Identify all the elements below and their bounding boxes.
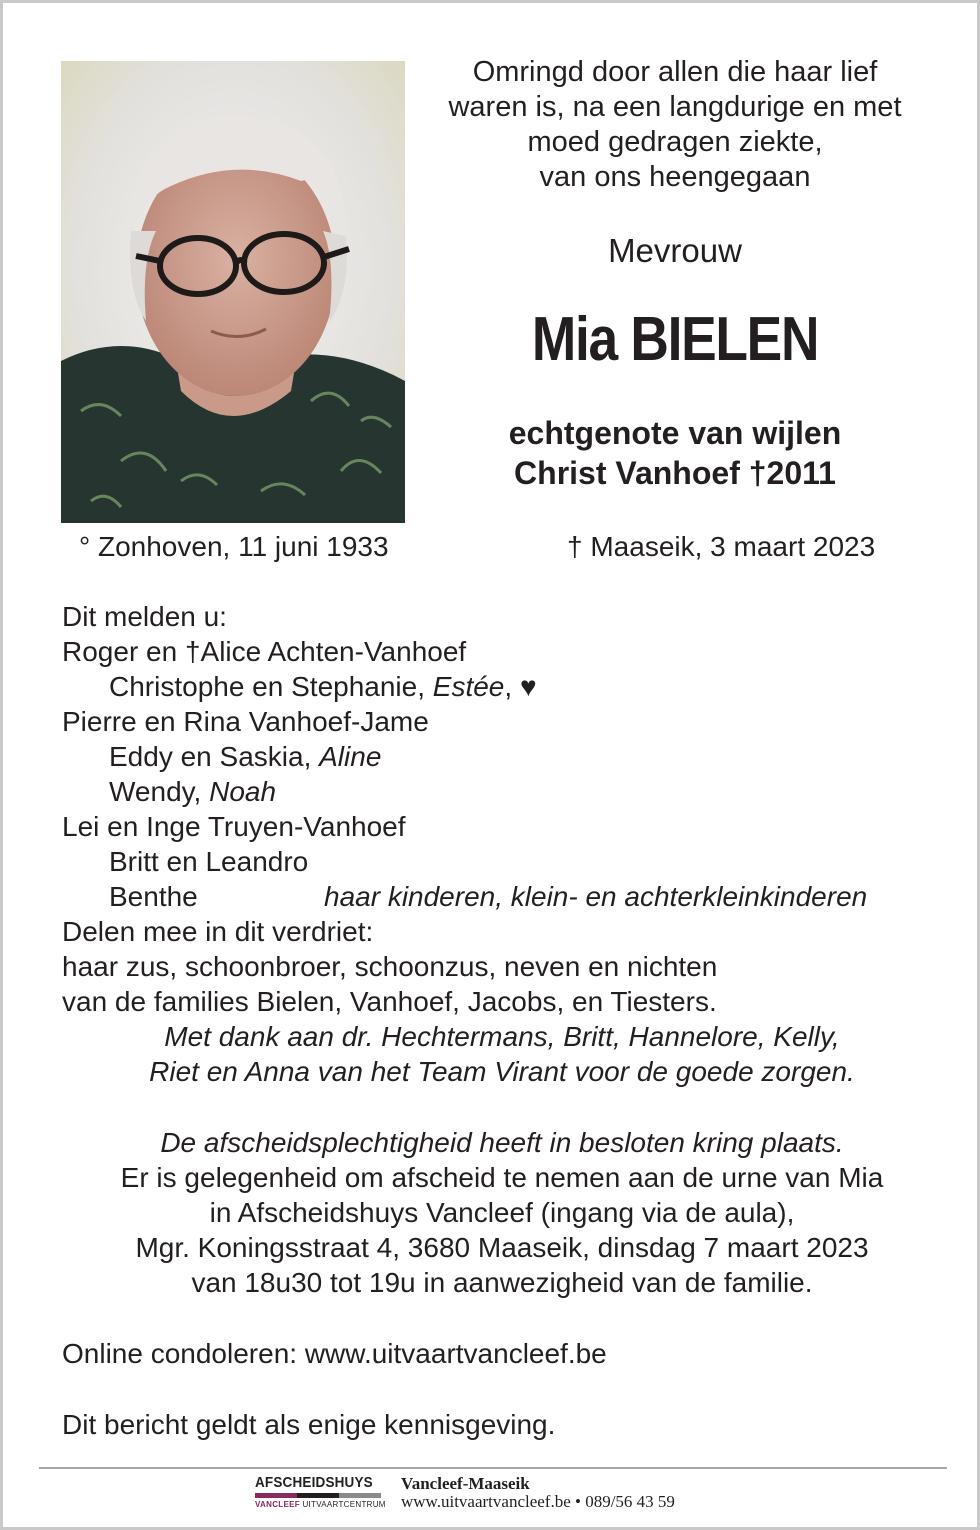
company-name: Vancleef-Maaseik	[401, 1474, 530, 1493]
family-line	[62, 739, 942, 774]
family-text: Wendy,	[109, 776, 210, 807]
family-line: Britt en Leandro	[109, 846, 309, 877]
ceremony-line: Mgr. Koningsstraat 4, 3680 Maaseik, dinsdag 7 maart 2023	[135, 1232, 869, 1263]
spouse-line: Christ Vanhoef †2011	[514, 455, 836, 491]
family-line: Lei en Inge Truyen-Vanhoef	[62, 811, 406, 842]
deceased-name: Mia BIELEN	[531, 305, 819, 374]
intro-text	[413, 55, 937, 195]
family-summary: haar kinderen, klein- en achterkleinkinderen	[324, 881, 868, 912]
thanks-line: Riet en Anna van het Team Virant voor de goede zorgen.	[149, 1056, 855, 1087]
family-heading: Dit melden u:	[62, 601, 227, 632]
intro-line: moed gedragen ziekte,	[527, 126, 823, 158]
family-text: Christophe en Stephanie,	[109, 671, 433, 702]
family-line: Roger en †Alice Achten-Vanhoef	[62, 636, 467, 667]
family-text: Benthe	[109, 881, 198, 912]
intro-line: Omringd door allen die haar lief	[472, 56, 878, 88]
thanks-line: Met dank aan dr. Hechtermans, Britt, Hannelore, Kelly,	[164, 1021, 840, 1052]
family-text-italic: Estée	[432, 671, 505, 702]
family-list	[62, 599, 942, 1442]
share-line: van de families Bielen, Vanhoef, Jacobs, en Tiesters.	[62, 986, 717, 1017]
logo-color-bars	[255, 1493, 383, 1498]
logo-wordmark: AFSCHEIDSHUYS	[255, 1474, 373, 1491]
portrait-photo	[61, 61, 405, 523]
family-text-italic: Aline	[319, 741, 382, 772]
family-text: Eddy en Saskia,	[109, 741, 320, 772]
intro-line: waren is, na een langdurige en met	[448, 91, 902, 123]
logo-subtitle	[255, 1500, 386, 1510]
share-line: haar zus, schoonbroer, schoonzus, neven en nichten	[62, 951, 718, 982]
birth-info: ° Zonhoven, 11 juni 1933	[79, 531, 389, 562]
family-line	[62, 669, 942, 704]
family-text-italic: Noah	[209, 776, 277, 807]
family-text: , ♥	[504, 671, 537, 702]
footer-divider	[39, 1467, 947, 1469]
intro-line: van ons heengegaan	[539, 161, 811, 193]
online-condolence: Online condoleren: www.uitvaartvancleef.be	[62, 1338, 607, 1369]
spouse-line: echtgenote van wijlen	[508, 415, 842, 451]
family-line	[62, 774, 942, 809]
share-heading: Delen mee in dit verdriet:	[62, 916, 374, 947]
spouse-text	[413, 413, 937, 493]
death-info: † Maaseik, 3 maart 2023	[567, 531, 876, 562]
company-contact: www.uitvaartvancleef.be • 089/56 43 59	[401, 1492, 675, 1511]
ceremony-line: van 18u30 tot 19u in aanwezigheid van de familie.	[191, 1267, 813, 1298]
portrait-illustration	[61, 61, 405, 523]
ceremony-line: in Afscheidshuys Vancleef (ingang via de aula),	[209, 1197, 795, 1228]
notice-line: Dit bericht geldt als enige kennisgeving.	[62, 1409, 556, 1440]
title-word: Mevrouw	[608, 232, 742, 269]
funeral-home-logo	[255, 1474, 386, 1515]
logo-sub-brand: VANCLEEF	[255, 1500, 300, 1509]
logo-sub-text: UITVAARTCENTRUM	[302, 1500, 386, 1509]
ceremony-italic: De afscheidsplechtigheid heeft in besloten kring plaats.	[160, 1127, 844, 1158]
ceremony-line: Er is gelegenheid om afscheid te nemen aan de urne van Mia	[120, 1162, 884, 1193]
family-line	[62, 879, 942, 914]
family-line: Pierre en Rina Vanhoef-Jame	[62, 706, 429, 737]
